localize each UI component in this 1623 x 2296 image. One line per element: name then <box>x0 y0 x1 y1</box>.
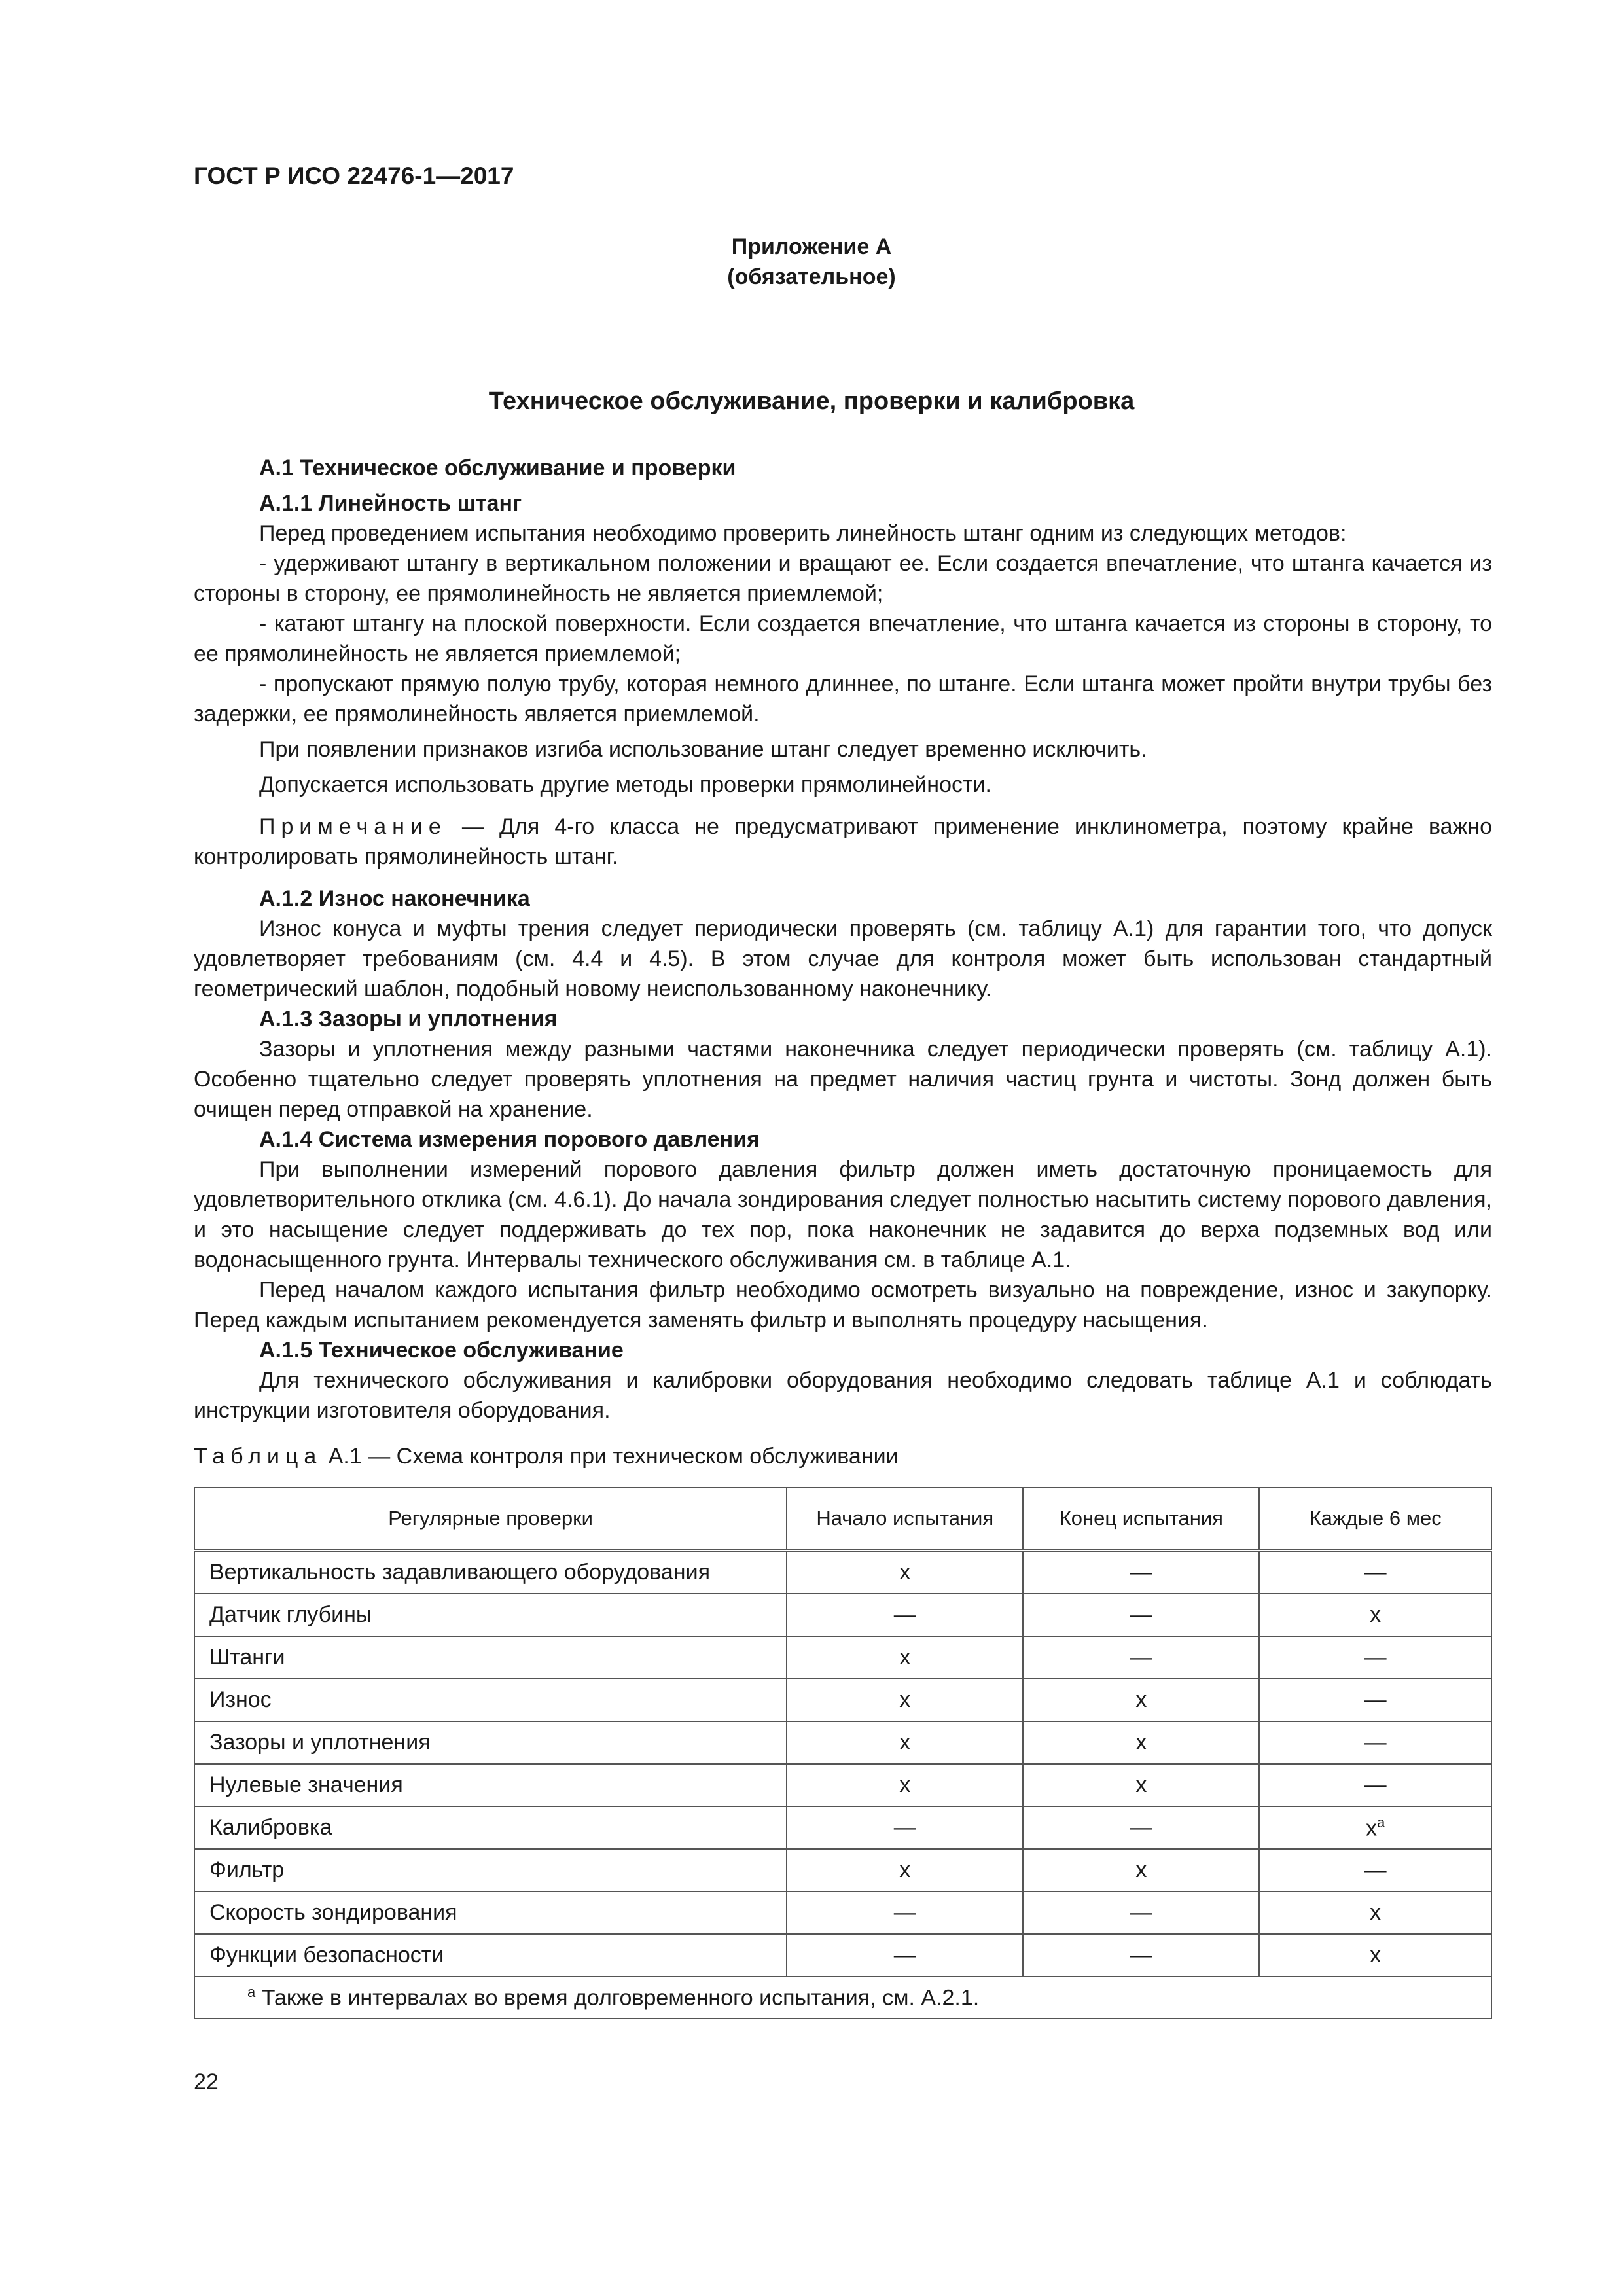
table-header-row <box>194 1488 1491 1551</box>
table-row <box>194 1849 1491 1892</box>
paragraph: - пропускают прямую полую трубу, которая немного длиннее, по штанге. Если штанга может пройти внутри трубы без задержки, ее прямолинейность является приемлемой. <box>194 672 1492 726</box>
table-cell: — <box>1259 1551 1491 1594</box>
table-caption-label: Таблица <box>194 1444 323 1469</box>
table-cell: Калибровка <box>194 1806 787 1849</box>
paragraph: При появлении признаков изгиба использование штанг следует временно исключить. <box>259 737 1147 762</box>
table-cell: Скорость зондирования <box>194 1892 787 1934</box>
table-cell: — <box>1023 1636 1259 1679</box>
column-header: Регулярные проверки <box>194 1488 787 1551</box>
table-cell: x <box>1023 1721 1259 1764</box>
column-header: Каждые 6 мес <box>1259 1488 1491 1551</box>
table-cell: x <box>1259 1594 1491 1636</box>
table-caption <box>194 1444 899 1469</box>
section-a1-heading: А.1 Техническое обслуживание и проверки <box>259 456 736 480</box>
table-cell: x <box>1259 1892 1491 1934</box>
table-cell: Штанги <box>194 1636 787 1679</box>
table-cell: — <box>1023 1892 1259 1934</box>
footnote-marker: a <box>247 1984 256 2001</box>
table-cell <box>1259 1806 1491 1849</box>
document-id: ГОСТ Р ИСО 22476-1—2017 <box>194 162 514 189</box>
table-row <box>194 1721 1491 1764</box>
paragraph: Для технического обслуживания и калибровки оборудования необходимо следовать таблице А.1 и соблюдать инструкции изготовителя оборудования. <box>194 1368 1492 1423</box>
table-cell: x <box>1023 1764 1259 1806</box>
table-cell: Износ <box>194 1679 787 1721</box>
table-cell: — <box>1259 1679 1491 1721</box>
table-cell: x <box>787 1721 1023 1764</box>
table-cell: — <box>787 1806 1023 1849</box>
table-cell: Нулевые значения <box>194 1764 787 1806</box>
table-row <box>194 1551 1491 1594</box>
paragraph: Допускается использовать другие методы проверки прямолинейности. <box>259 772 991 797</box>
table-row <box>194 1934 1491 1977</box>
table-cell: x <box>1259 1934 1491 1977</box>
paragraph: - удерживают штангу в вертикальном положении и вращают ее. Если создается впечатление, что штанга качается из стороны в сторону, ее прямолинейность не является приемлемой; <box>194 551 1492 606</box>
table-cell: — <box>1023 1551 1259 1594</box>
table-cell: — <box>1259 1849 1491 1892</box>
appendix-subtitle: (обязательное) <box>727 264 896 289</box>
section-a15-heading: А.1.5 Техническое обслуживание <box>259 1338 624 1363</box>
table-cell: x <box>787 1679 1023 1721</box>
table-cell: — <box>1023 1934 1259 1977</box>
table-cell: x <box>787 1849 1023 1892</box>
note <box>194 812 1492 872</box>
footnote-text: Также в интервалах во время долговременного испытания, см. А.2.1. <box>255 1985 980 2011</box>
table-caption-text: А.1 — Схема контроля при техническом обслуживании <box>322 1444 899 1469</box>
table-cell: x <box>787 1551 1023 1594</box>
appendix-title: Приложение А <box>731 234 892 259</box>
main-title: Техническое обслуживание, проверки и калибровка <box>488 387 1135 415</box>
note-label: Примечание <box>259 814 447 839</box>
column-header: Начало испытания <box>787 1488 1023 1551</box>
table-cell: — <box>1023 1594 1259 1636</box>
table-cell: Фильтр <box>194 1849 787 1892</box>
paragraph: Зазоры и уплотнения между разными частями наконечника следует периодически проверять (см. таблицу А.1). Особенно тщательно следует проверять уплотнения на предмет наличия частиц грунта и чистоты. Зонд должен быть очищен перед отправкой на хранение. <box>194 1037 1492 1122</box>
section-a11-heading: А.1.1 Линейность штанг <box>259 491 522 516</box>
paragraph: Износ конуса и муфты трения следует периодически проверять (см. таблицу А.1) для гарантии того, что допуск удовлетворяет требованиям (см. 4.4 и 4.5). В этом случае для контроля может быть использован стандартный геометрический шаблон, подобный новому неиспользованному наконечнику. <box>194 916 1492 1001</box>
table-cell: — <box>787 1594 1023 1636</box>
table-row <box>194 1892 1491 1934</box>
table-cell: Вертикальность задавливающего оборудования <box>194 1551 787 1594</box>
table-cell: x <box>1023 1849 1259 1892</box>
table-row <box>194 1764 1491 1806</box>
paragraph: - катают штангу на плоской поверхности. Если создается впечатление, что штанга качается из стороны в сторону, то ее прямолинейность не является приемлемой; <box>194 611 1492 666</box>
section-a13-heading: А.1.3 Зазоры и уплотнения <box>259 1007 558 1031</box>
table-row <box>194 1636 1491 1679</box>
table-footnote-row <box>194 1977 1491 2018</box>
table-cell: x <box>787 1764 1023 1806</box>
table-row <box>194 1679 1491 1721</box>
page-number: 22 <box>194 2070 219 2094</box>
table-footnote <box>194 1977 1491 2018</box>
cell-value: x <box>1366 1816 1378 1841</box>
table-cell: — <box>787 1892 1023 1934</box>
table-cell: — <box>1259 1764 1491 1806</box>
column-header: Конец испытания <box>1023 1488 1259 1551</box>
table-cell: x <box>1023 1679 1259 1721</box>
paragraph: Перед началом каждого испытания фильтр необходимо осмотреть визуально на повреждение, износ и закупорку. Перед каждым испытанием рекомендуется заменять фильтр и выполнять процедуру насыщения. <box>194 1278 1492 1333</box>
paragraph: При выполнении измерений порового давления фильтр должен иметь достаточную проницаемость для удовлетворительного отклика (см. 4.6.1). До начала зондирования следует полностью насытить систему порового давления, и это насыщение следует поддерживать до тех пор, пока наконечник не задавится до верха подземных вод или водонасыщенного грунта. Интервалы технического обслуживания см. в таблице А.1. <box>194 1157 1492 1272</box>
table-cell: — <box>1023 1806 1259 1849</box>
table-cell: — <box>1259 1636 1491 1679</box>
table-cell: Функции безопасности <box>194 1934 787 1977</box>
section-a12-heading: А.1.2 Износ наконечника <box>259 886 530 911</box>
paragraph: Перед проведением испытания необходимо проверить линейность штанг одним из следующих методов: <box>259 521 1347 546</box>
body-text <box>194 453 1492 1426</box>
table-cell: Датчик глубины <box>194 1594 787 1636</box>
appendix-heading <box>471 232 1152 292</box>
section-a14-heading: А.1.4 Система измерения порового давления <box>259 1127 760 1152</box>
table-cell: — <box>1259 1721 1491 1764</box>
table-cell: Зазоры и уплотнения <box>194 1721 787 1764</box>
table-cell: x <box>787 1636 1023 1679</box>
table-row <box>194 1594 1491 1636</box>
note-text: — Для 4-го класса не предусматривают применение инклинометра, поэтому крайне важно контролировать прямолинейность штанг. <box>194 814 1492 869</box>
footnote-marker: a <box>1377 1814 1385 1831</box>
maintenance-table <box>194 1487 1492 2019</box>
table-row <box>194 1806 1491 1849</box>
table-cell: — <box>787 1934 1023 1977</box>
